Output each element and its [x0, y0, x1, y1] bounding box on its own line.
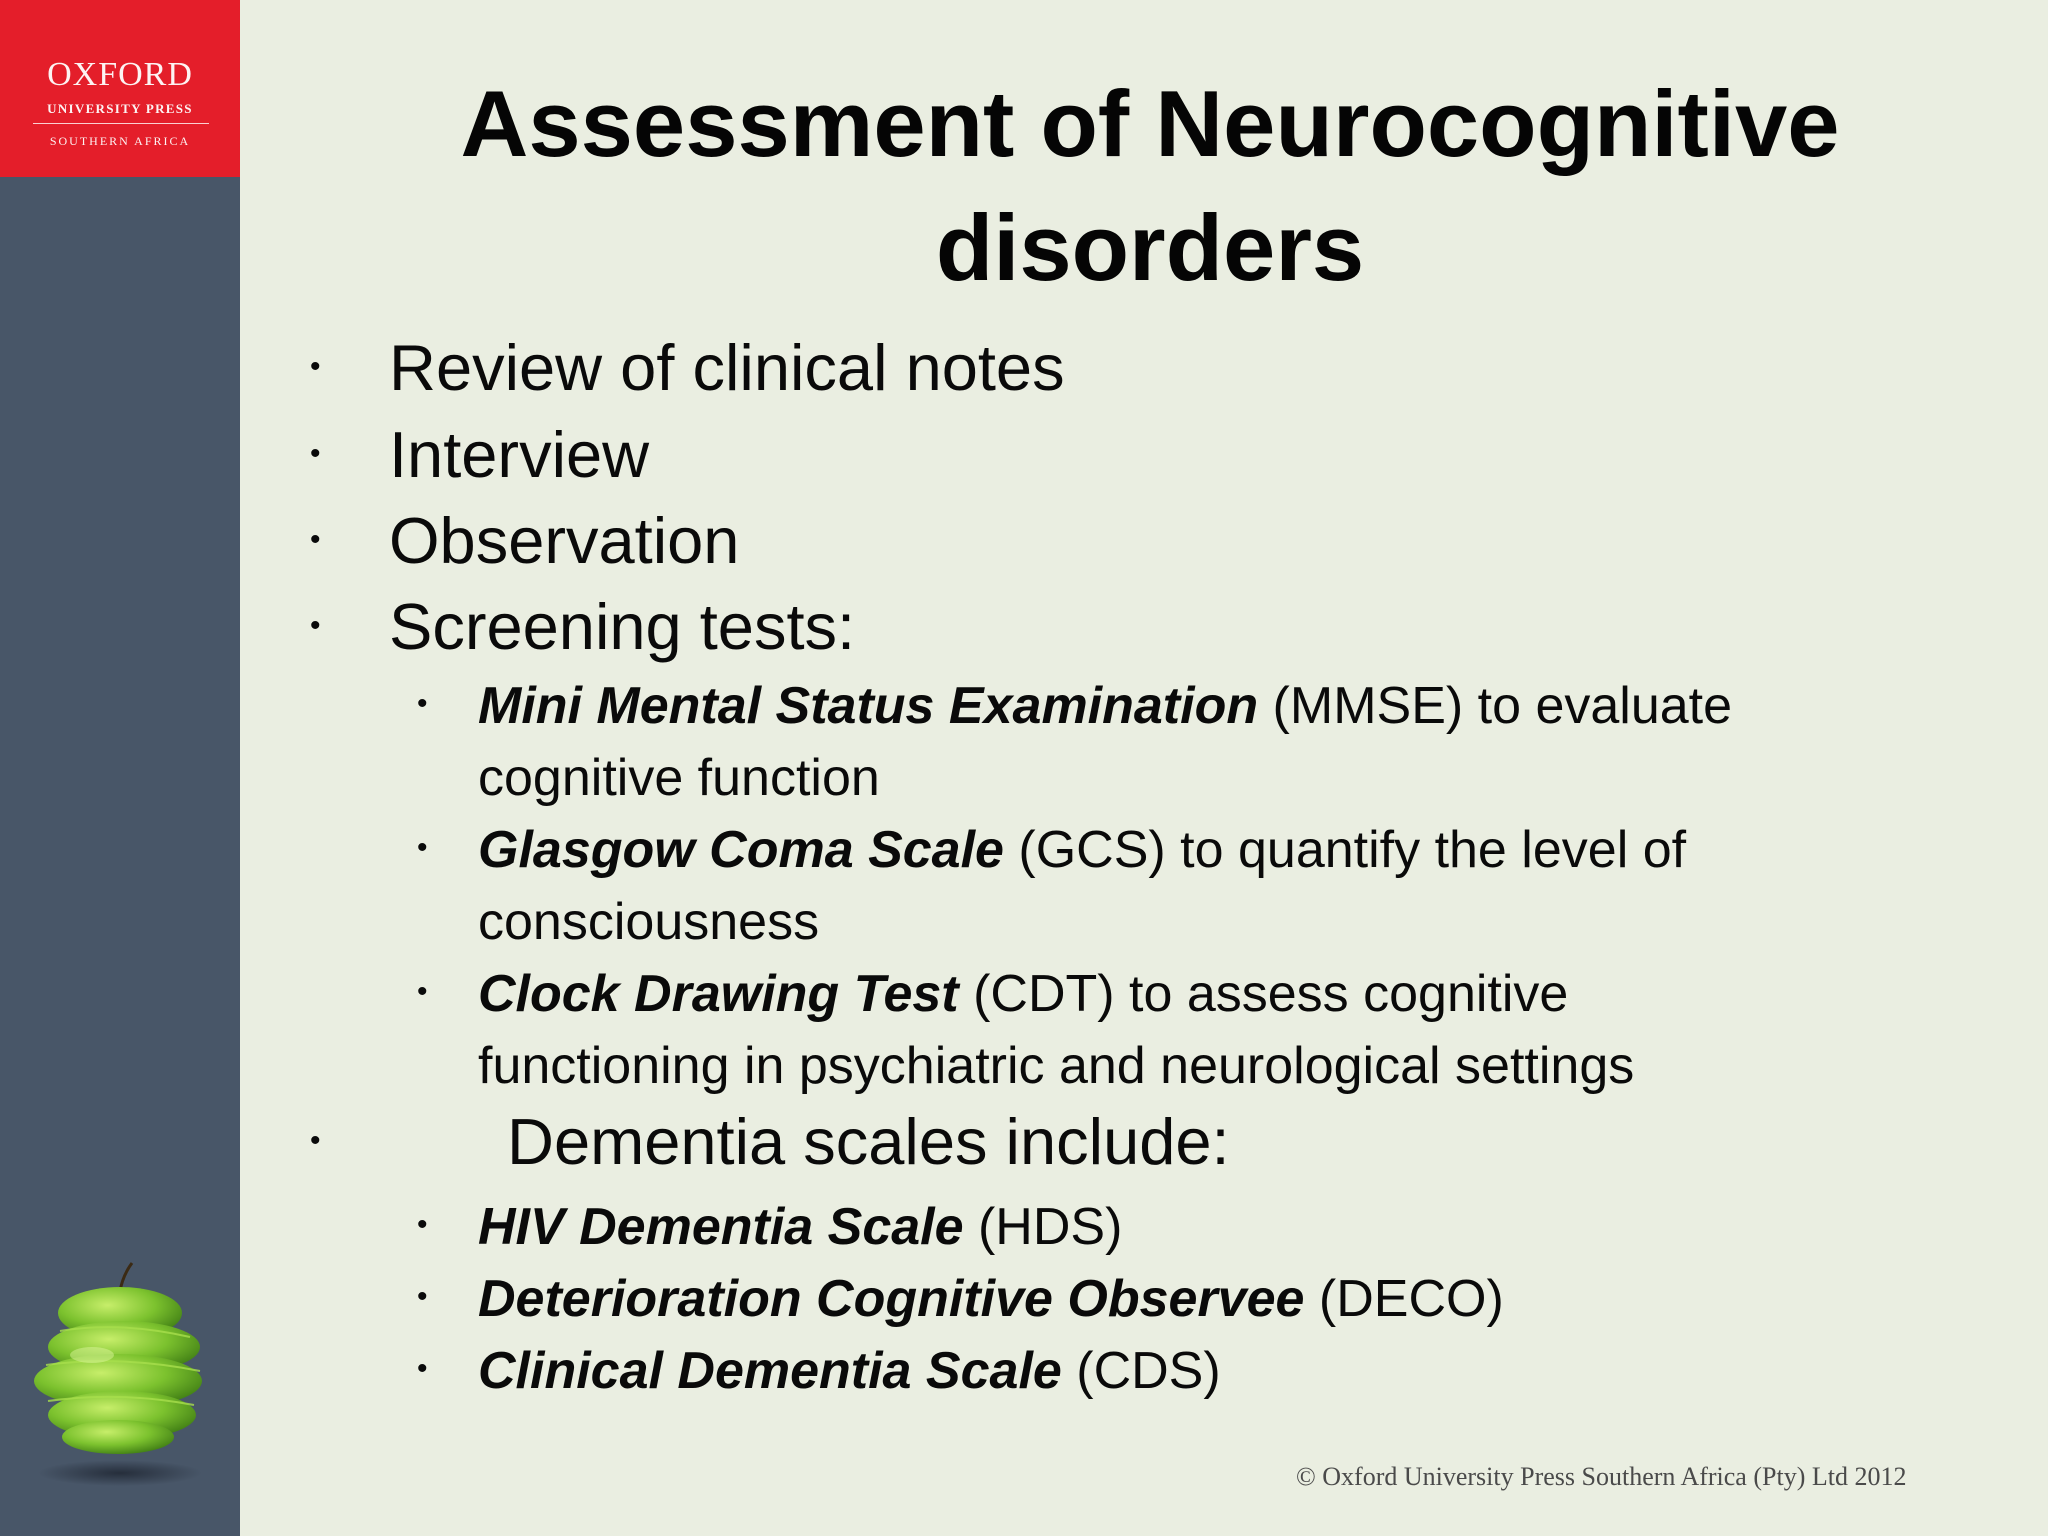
scale-abbr: (CDS) — [1061, 1342, 1221, 1400]
test-description: (CDT) to assess cognitive — [958, 965, 1569, 1023]
logo-line-3: SOUTHERN AFRICA — [49, 134, 191, 148]
sub-bullet-marker: • — [417, 1208, 428, 1241]
copyright-footer: © Oxford University Press Southern Africa (Pty) Ltd 2012 — [1296, 1462, 1907, 1491]
sub-bullet-marker: • — [417, 831, 428, 864]
bullet-marker: • — [310, 350, 321, 383]
oxford-logo — [0, 0, 240, 177]
bullet-marker: • — [310, 437, 321, 470]
sub-bullet-marker: • — [417, 1352, 428, 1385]
slide-title — [330, 62, 1970, 310]
screening-test-mmse — [478, 670, 1732, 814]
bullet-interview: Interview — [389, 418, 650, 491]
bullet-marker: • — [310, 1124, 321, 1157]
test-description: (GCS) to quantify the level of — [1003, 821, 1687, 879]
screening-test-cdt — [478, 958, 1634, 1102]
test-name: Glasgow Coma Scale — [478, 821, 1004, 879]
scale-name: Clinical Dementia Scale — [478, 1342, 1062, 1400]
bullet-review-clinical-notes: Review of clinical notes — [389, 331, 1065, 404]
test-description-cont: consciousness — [478, 893, 820, 951]
sidebar — [0, 0, 240, 1536]
test-name: Mini Mental Status Examination — [478, 677, 1259, 735]
test-name: Clock Drawing Test — [478, 965, 959, 1023]
test-description: (MMSE) to evaluate — [1258, 677, 1733, 735]
slide-title-line-1: Assessment of Neurocognitive — [460, 71, 1840, 176]
bullet-observation: Observation — [389, 504, 740, 577]
logo-divider — [33, 123, 209, 124]
slide-title-line-2: disorders — [935, 195, 1365, 300]
logo-line-2: UNIVERSITY PRESS — [47, 101, 193, 116]
sub-bullet-marker: • — [417, 1280, 428, 1313]
scale-abbr: (DECO) — [1304, 1270, 1504, 1328]
bullet-marker: • — [310, 609, 321, 642]
bullet-screening-tests: Screening tests: — [389, 590, 856, 663]
sub-bullet-marker: • — [417, 687, 428, 720]
bullet-dementia-scales: Dementia scales include: — [507, 1105, 1230, 1178]
dementia-scale-deco — [478, 1263, 1504, 1335]
bullet-marker: • — [310, 523, 321, 556]
scale-name: Deterioration Cognitive Observee — [478, 1270, 1305, 1328]
logo-line-1: OXFORD — [47, 56, 193, 93]
sliced-green-apple-icon — [20, 1255, 220, 1495]
scale-name: HIV Dementia Scale — [478, 1198, 964, 1256]
dementia-scale-hds — [478, 1191, 1122, 1263]
screening-test-gcs — [478, 814, 1686, 958]
scale-abbr: (HDS) — [963, 1198, 1123, 1256]
dementia-scale-cds — [478, 1335, 1221, 1407]
sub-bullet-marker: • — [417, 975, 428, 1008]
test-description-cont: functioning in psychiatric and neurological settings — [478, 1037, 1635, 1095]
test-description-cont: cognitive function — [478, 749, 880, 807]
